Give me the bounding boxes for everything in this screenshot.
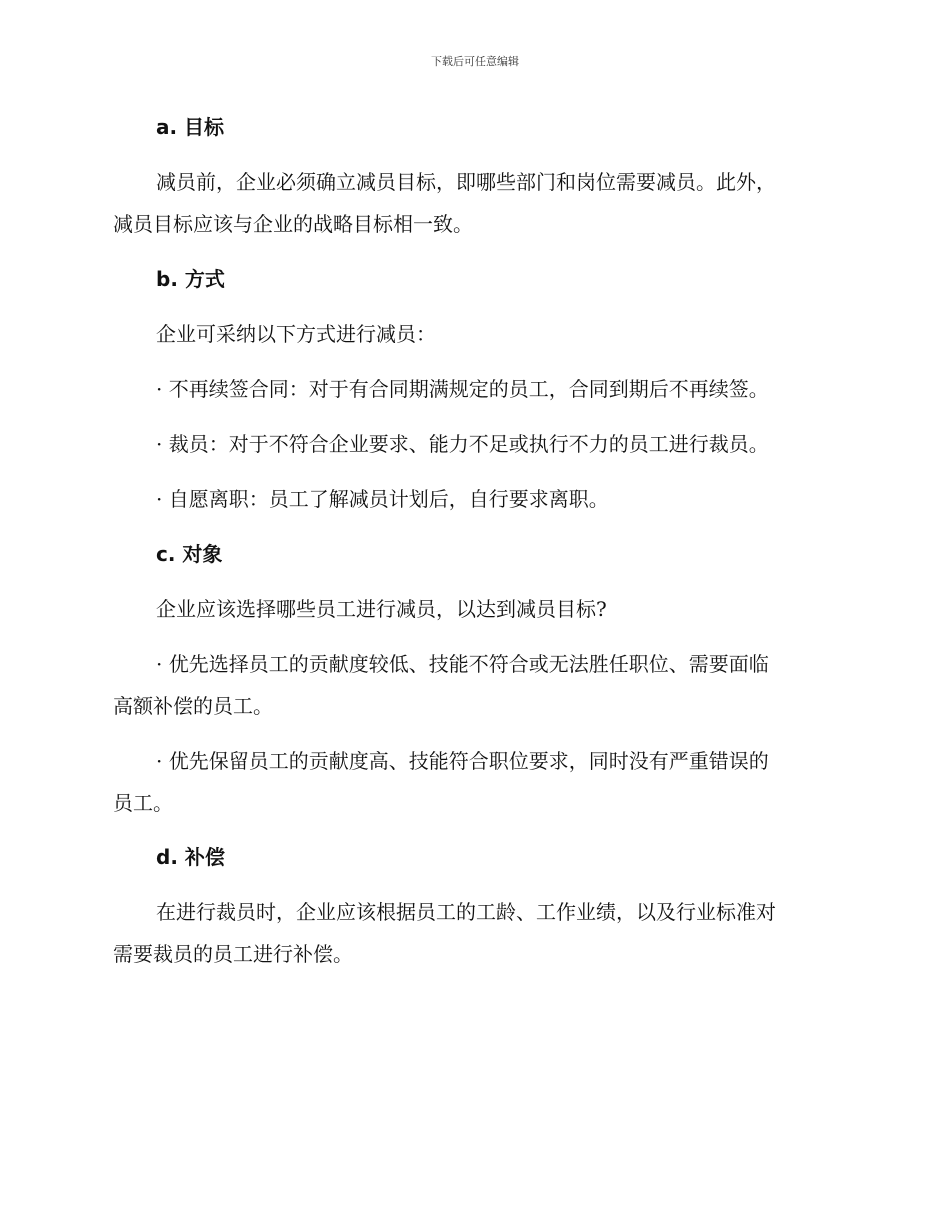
paragraph-line: 减员目标应该与企业的战略目标相一致。 [113, 212, 473, 236]
paragraph-line: 企业应该选择哪些员工进行减员，以达到减员目标? [156, 597, 607, 621]
bullet-item-continued: 员工。 [113, 791, 173, 815]
bullet-item-continued: 高额补偿的员工。 [113, 694, 273, 718]
paragraph-line: 在进行裁员时，企业应该根据员工的工龄、工作业绩，以及行业标准对 [156, 900, 776, 924]
paragraph-line: 企业可采纳以下方式进行减员： [156, 322, 436, 346]
bullet-item: · 不再续签合同：对于有合同期满规定的员工，合同到期后不再续签。 [156, 377, 769, 401]
paragraph-line: 需要裁员的员工进行补偿。 [113, 942, 353, 966]
paragraph-line: 减员前，企业必须确立减员目标，即哪些部门和岗位需要减员。此外， [156, 170, 776, 194]
section-heading-b: b. 方式 [156, 267, 225, 291]
section-heading-c: c. 对象 [156, 542, 223, 566]
section-heading-a: a. 目标 [156, 115, 225, 139]
section-heading-d: d. 补偿 [156, 845, 225, 869]
bullet-item: · 裁员：对于不符合企业要求、能力不足或执行不力的员工进行裁员。 [156, 432, 769, 456]
bullet-item: · 自愿离职：员工了解减员计划后，自行要求离职。 [156, 487, 609, 511]
page-header: 下载后可任意编辑 [431, 55, 519, 68]
bullet-item: · 优先选择员工的贡献度较低、技能不符合或无法胜任职位、需要面临 [156, 652, 769, 676]
bullet-item: · 优先保留员工的贡献度高、技能符合职位要求，同时没有严重错误的 [156, 749, 769, 773]
